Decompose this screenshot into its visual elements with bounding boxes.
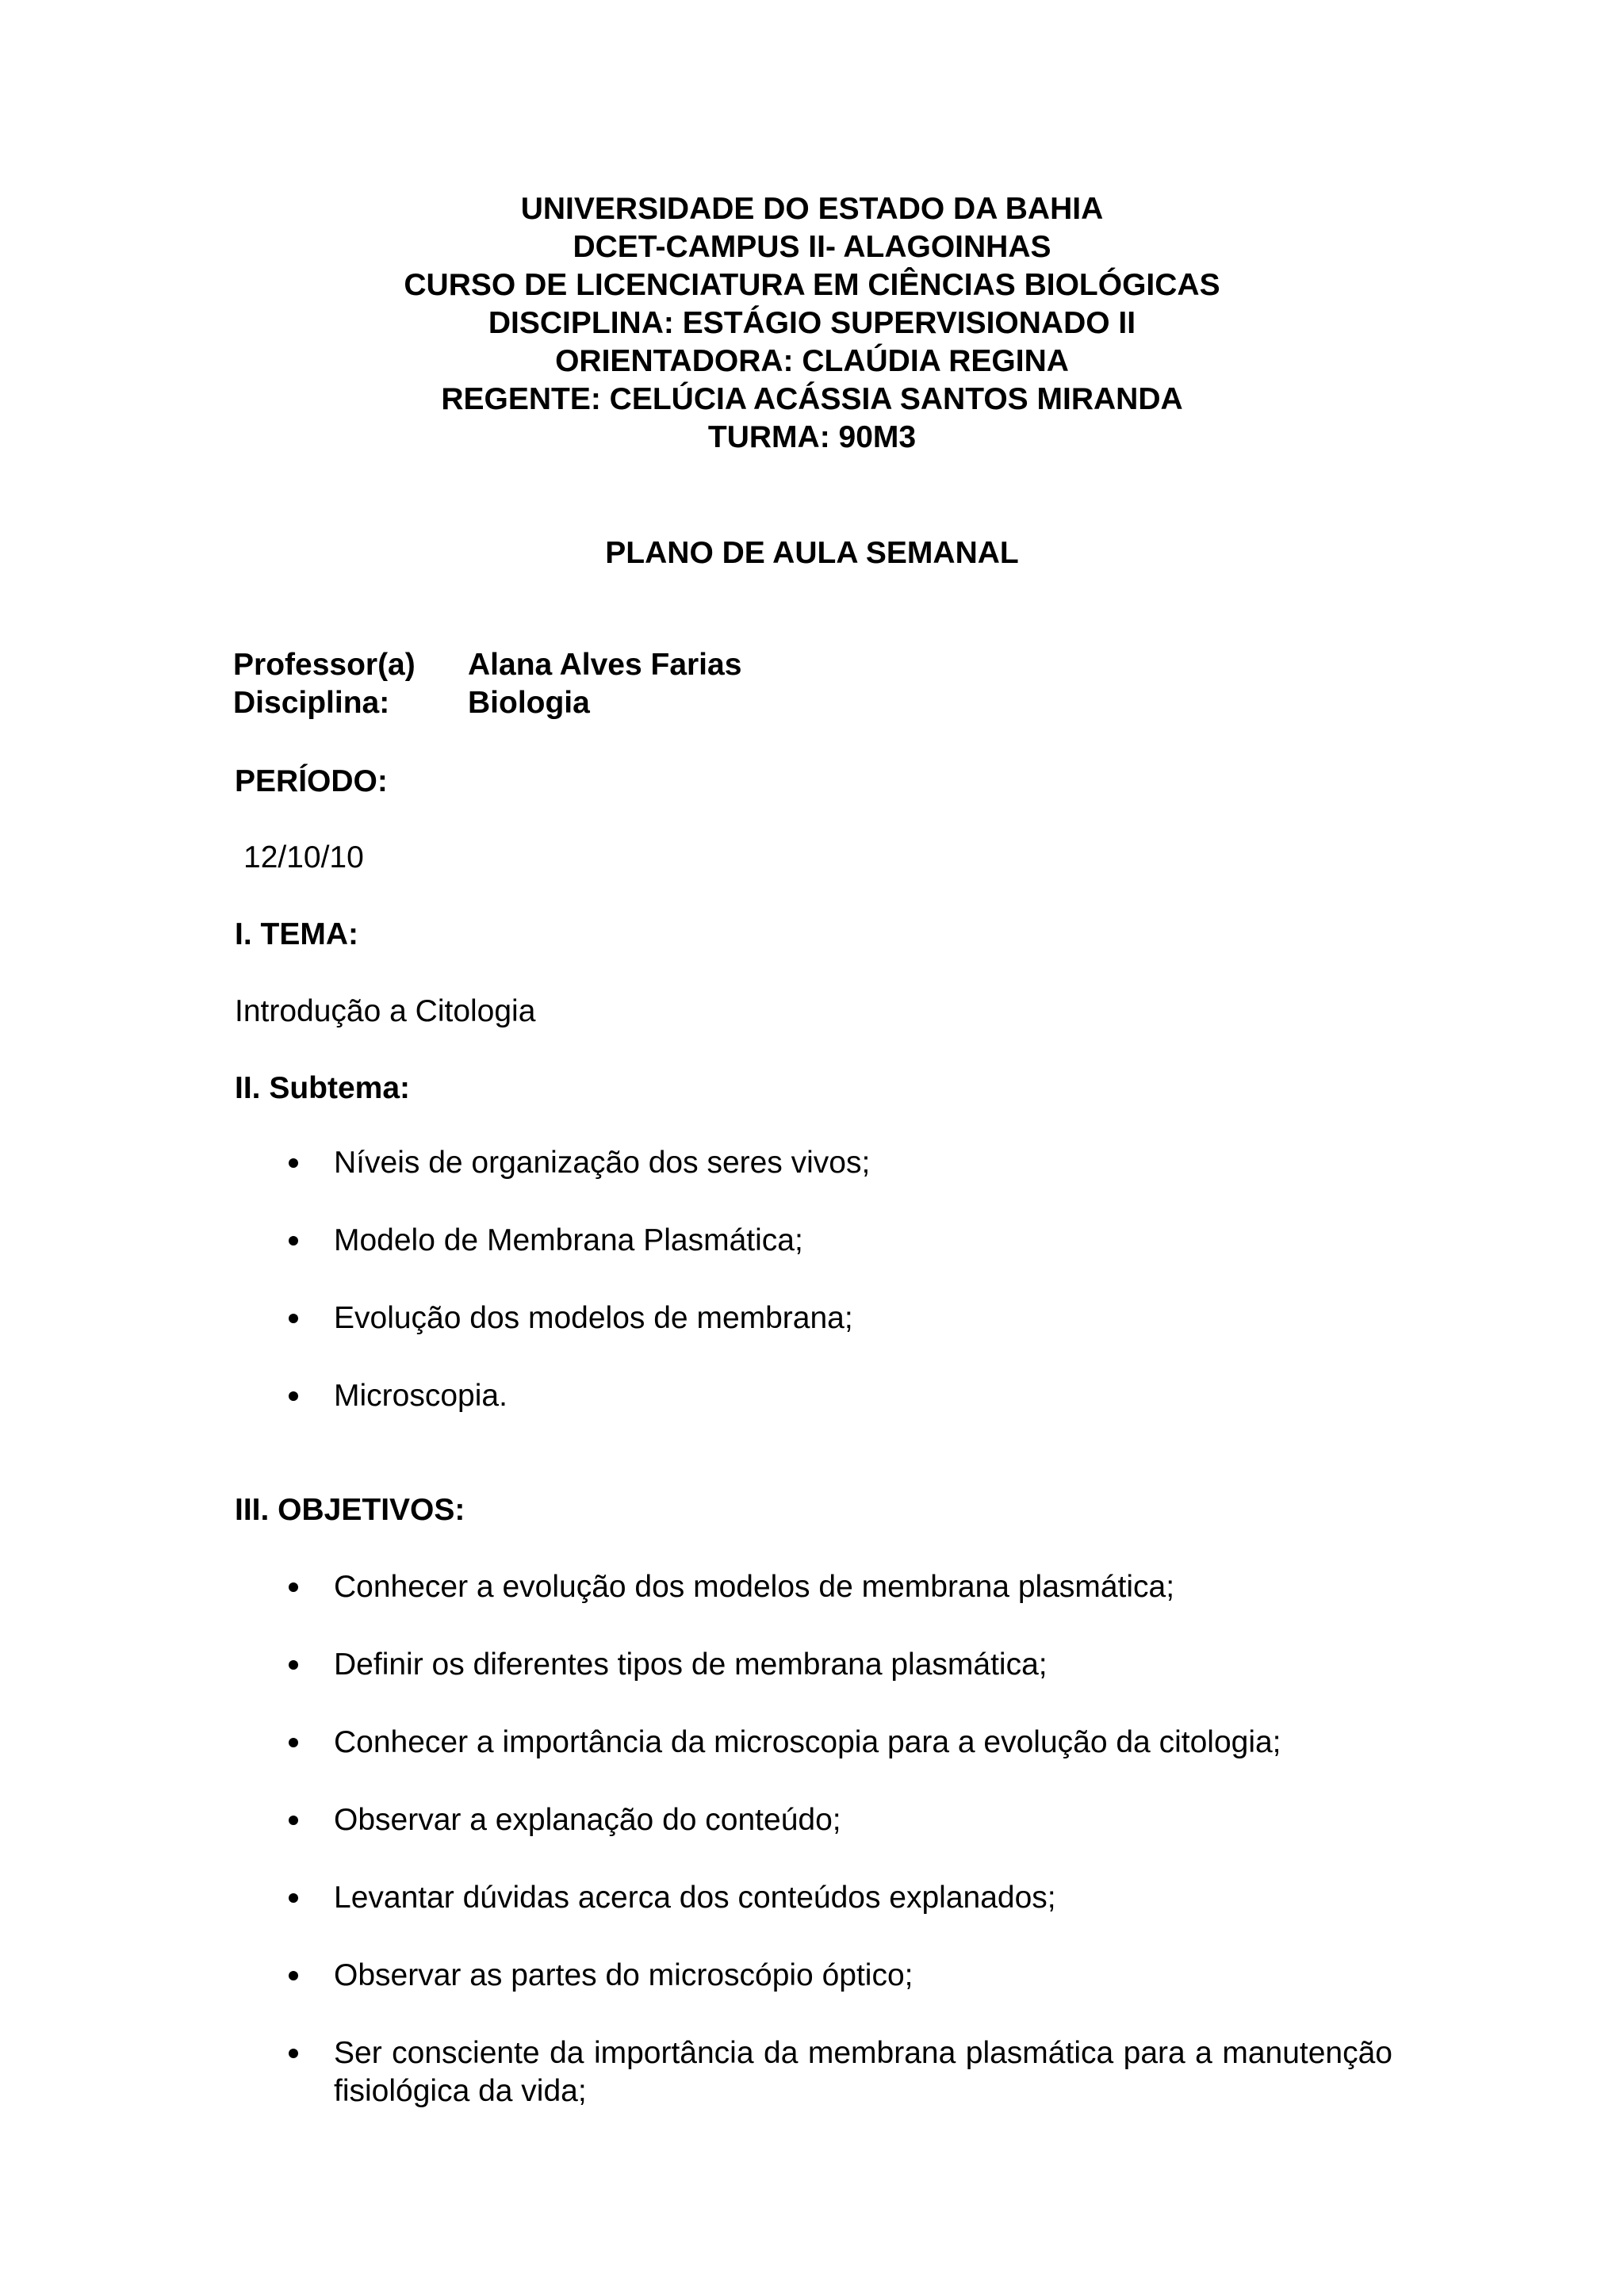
tema-value: Introdução a Citologia bbox=[235, 994, 536, 1028]
bullet-icon bbox=[289, 2049, 298, 2058]
list-item bbox=[285, 2034, 1392, 2110]
professor-value: Alana Alves Farias bbox=[468, 648, 742, 682]
list-item bbox=[285, 1377, 1392, 1415]
list-item-text: Ser consciente da importância da membrana plasmática para a manutenção fisiológica da vida; bbox=[334, 2036, 1392, 2108]
objetivos-label: III. OBJETIVOS: bbox=[235, 1493, 465, 1527]
list-item-text: Observar a explanação do conteúdo; bbox=[334, 1803, 841, 1837]
professor-row bbox=[233, 646, 741, 684]
list-item-text: Microscopia. bbox=[334, 1379, 508, 1413]
bullet-icon bbox=[289, 1816, 298, 1825]
list-item-text: Modelo de Membrana Plasmática; bbox=[334, 1223, 803, 1257]
bullet-icon bbox=[289, 1391, 298, 1401]
list-item-text: Níveis de organização dos seres vivos; bbox=[334, 1146, 871, 1180]
header-university: UNIVERSIDADE DO ESTADO DA BAHIA bbox=[520, 192, 1104, 226]
bullet-icon bbox=[289, 1893, 298, 1903]
list-item-text: Definir os diferentes tipos de membrana plasmática; bbox=[334, 1647, 1048, 1682]
list-item bbox=[285, 1144, 1392, 1182]
list-item-text: Conhecer a evolução dos modelos de membrana plasmática; bbox=[334, 1570, 1175, 1604]
bullet-icon bbox=[289, 1660, 298, 1670]
subtema-list bbox=[285, 1144, 1392, 1455]
header-advisor: ORIENTADORA: CLAÚDIA REGINA bbox=[555, 344, 1069, 378]
institution-header bbox=[0, 190, 1624, 457]
list-item bbox=[285, 1299, 1392, 1337]
list-item bbox=[285, 1879, 1392, 1917]
list-item bbox=[285, 1646, 1392, 1684]
bullet-icon bbox=[289, 1236, 298, 1246]
teacher-info bbox=[233, 646, 741, 722]
discipline-label: Disciplina: bbox=[233, 686, 390, 720]
plan-title: PLANO DE AULA SEMANAL bbox=[605, 536, 1019, 570]
bullet-icon bbox=[289, 1314, 298, 1323]
list-item bbox=[285, 1957, 1392, 1995]
list-item bbox=[285, 1568, 1392, 1606]
professor-label: Professor(a) bbox=[233, 648, 416, 682]
header-course: CURSO DE LICENCIATURA EM CIÊNCIAS BIOLÓGICAS bbox=[404, 268, 1220, 302]
list-item bbox=[285, 1801, 1392, 1839]
header-campus: DCET-CAMPUS II- ALAGOINHAS bbox=[573, 230, 1051, 264]
list-item-text: Levantar dúvidas acerca dos conteúdos explanados; bbox=[334, 1881, 1056, 1915]
list-item-text: Observar as partes do microscópio óptico; bbox=[334, 1958, 914, 1992]
discipline-value: Biologia bbox=[468, 686, 590, 720]
periodo-label: PERÍODO: bbox=[235, 764, 388, 798]
list-item bbox=[285, 1222, 1392, 1260]
objetivos-list bbox=[285, 1568, 1392, 2150]
header-discipline: DISCIPLINA: ESTÁGIO SUPERVISIONADO II bbox=[488, 306, 1136, 340]
list-item-text: Conhecer a importância da microscopia para a evolução da citologia; bbox=[334, 1725, 1281, 1759]
bullet-icon bbox=[289, 1738, 298, 1747]
bullet-icon bbox=[289, 1971, 298, 1980]
bullet-icon bbox=[289, 1158, 298, 1168]
subtema-label: II. Subtema: bbox=[235, 1071, 411, 1105]
list-item bbox=[285, 1724, 1392, 1762]
bullet-icon bbox=[289, 1582, 298, 1592]
periodo-value: 12/10/10 bbox=[243, 840, 364, 874]
discipline-row bbox=[233, 684, 741, 722]
header-regent: REGENTE: CELÚCIA ACÁSSIA SANTOS MIRANDA bbox=[441, 382, 1183, 416]
header-class: TURMA: 90M3 bbox=[707, 420, 917, 454]
list-item-text: Evolução dos modelos de membrana; bbox=[334, 1301, 853, 1335]
tema-label: I. TEMA: bbox=[235, 917, 358, 951]
